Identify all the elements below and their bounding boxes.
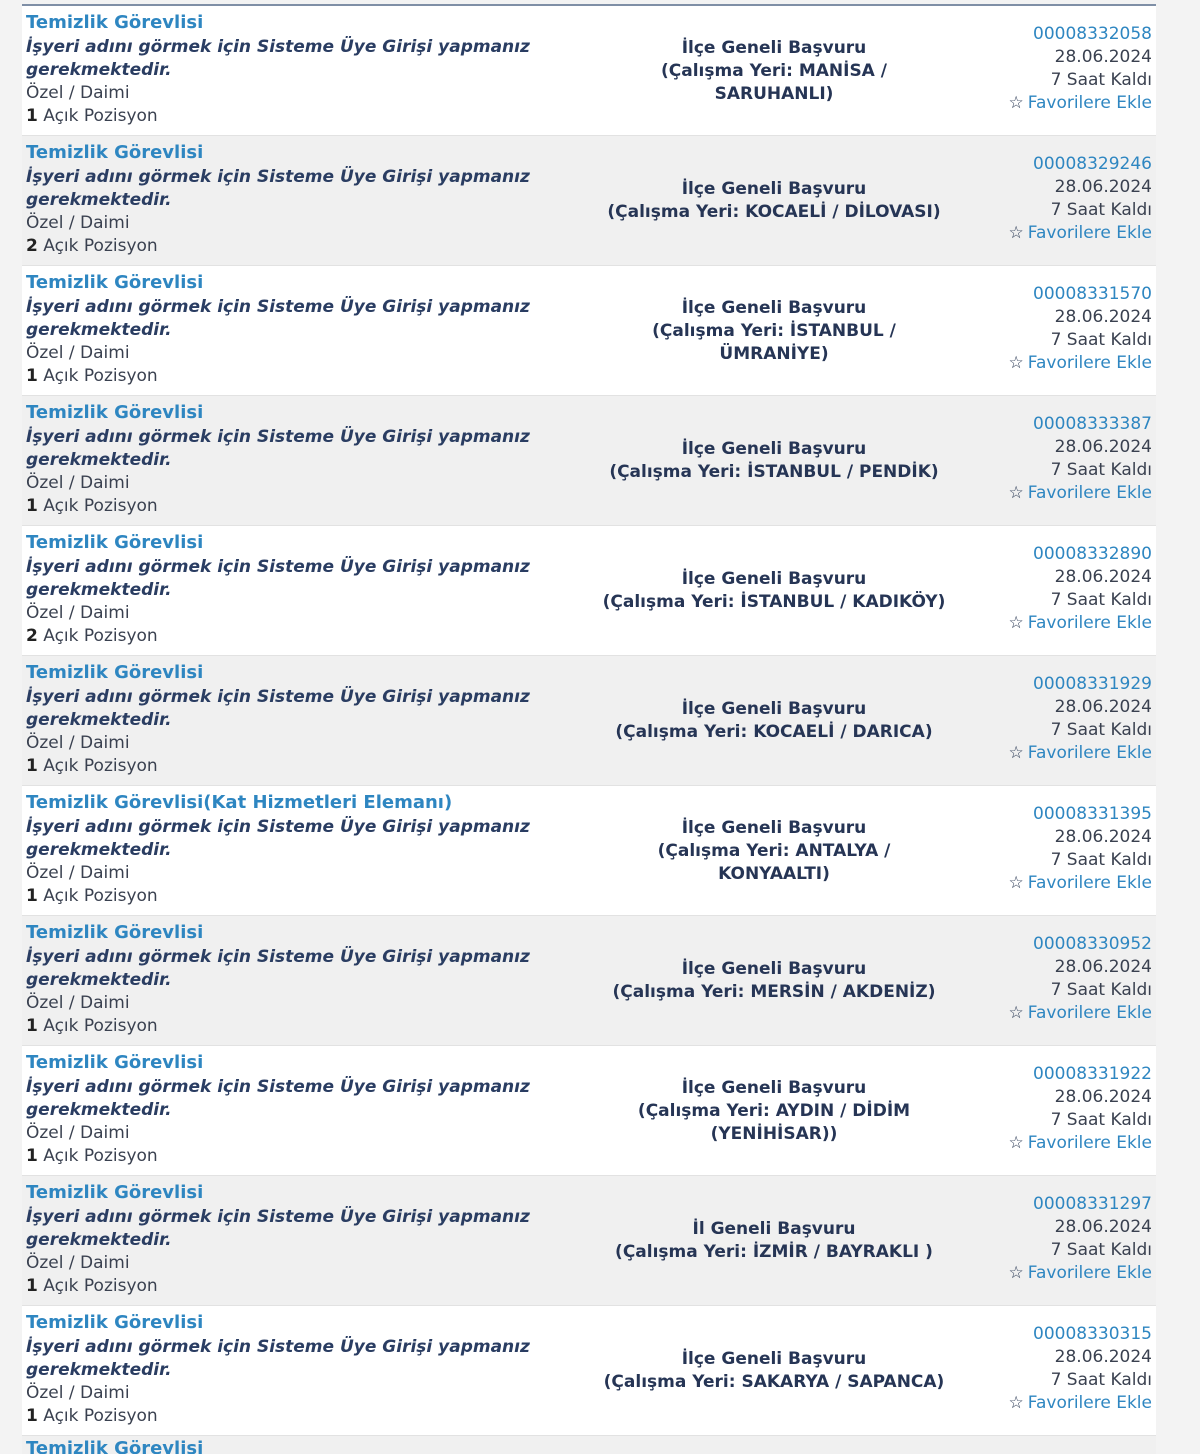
favorites-label: Favorilere Ekle <box>1027 483 1152 503</box>
employment-type: Özel / Daimi <box>26 213 130 233</box>
positions-label: Açık Pozisyon <box>43 106 158 126</box>
favorites-label: Favorilere Ekle <box>1027 1003 1152 1023</box>
application-scope: İlçe Geneli Başvuru <box>681 569 867 589</box>
listing-date: 28.06.2024 <box>1054 1347 1152 1367</box>
login-required-notice: İşyeri adını görmek için Sisteme Üye Girişi yapmanız gerekmektedir. <box>26 297 530 340</box>
employment-type: Özel / Daimi <box>26 1383 130 1403</box>
star-icon: ☆ <box>1008 1133 1024 1153</box>
open-positions <box>26 755 586 778</box>
listing-info <box>26 662 586 778</box>
positions-label: Açık Pozisyon <box>43 1276 158 1296</box>
listing-info <box>26 532 586 648</box>
listing-date: 28.06.2024 <box>1054 1087 1152 1107</box>
listing-row <box>22 1046 1156 1176</box>
favorites-label: Favorilere Ekle <box>1027 353 1152 373</box>
listing-number-link[interactable]: 00008330952 <box>1033 934 1152 954</box>
listing-row <box>22 526 1156 656</box>
favorites-label: Favorilere Ekle <box>1027 1263 1152 1283</box>
listing-number-link[interactable]: 00008331922 <box>1033 1064 1152 1084</box>
employment-type: Özel / Daimi <box>26 343 130 363</box>
listing-row-partial <box>22 1436 1156 1454</box>
time-remaining: 7 Saat Kaldı <box>1050 70 1152 90</box>
work-location-detail: (Çalışma Yeri: MANİSA / SARUHANLI) <box>661 60 887 104</box>
listing-meta <box>1009 543 1153 635</box>
time-remaining: 7 Saat Kaldı <box>1050 720 1152 740</box>
add-to-favorites-button[interactable] <box>1009 612 1153 635</box>
work-location <box>602 1306 946 1436</box>
positions-label: Açık Pozisyon <box>43 1406 158 1426</box>
login-required-notice: İşyeri adını görmek için Sisteme Üye Girişi yapmanız gerekmektedir. <box>26 37 530 80</box>
work-location-detail: (Çalışma Yeri: ANTALYA / KONYAALTI) <box>657 840 891 884</box>
application-scope: İlçe Geneli Başvuru <box>681 959 867 979</box>
time-remaining: 7 Saat Kaldı <box>1050 590 1152 610</box>
job-listing-table <box>22 6 1156 1454</box>
positions-count: 1 <box>26 1016 38 1036</box>
favorites-label: Favorilere Ekle <box>1027 93 1152 113</box>
open-positions <box>26 885 586 908</box>
application-scope: İlçe Geneli Başvuru <box>681 1349 867 1369</box>
job-title-link[interactable]: Temizlik Görevlisi <box>26 402 204 423</box>
favorites-label: Favorilere Ekle <box>1027 873 1152 893</box>
star-icon: ☆ <box>1008 1003 1024 1023</box>
listing-number-link[interactable]: 00008332058 <box>1033 24 1152 44</box>
positions-label: Açık Pozisyon <box>43 496 158 516</box>
open-positions <box>26 1145 586 1168</box>
listing-number-link[interactable]: 00008329246 <box>1033 154 1152 174</box>
login-required-notice: İşyeri adını görmek için Sisteme Üye Girişi yapmanız gerekmektedir. <box>26 1077 530 1120</box>
open-positions <box>26 1015 586 1038</box>
listing-meta <box>1009 933 1153 1025</box>
login-required-notice: İşyeri adını görmek için Sisteme Üye Girişi yapmanız gerekmektedir. <box>26 687 530 730</box>
employment-type: Özel / Daimi <box>26 863 130 883</box>
positions-count: 1 <box>26 1406 38 1426</box>
listing-row <box>22 656 1156 786</box>
work-location <box>602 526 946 656</box>
listing-row <box>22 6 1156 136</box>
listing-date: 28.06.2024 <box>1054 1217 1152 1237</box>
positions-count: 2 <box>26 626 38 646</box>
work-location <box>602 916 946 1046</box>
listing-row <box>22 916 1156 1046</box>
application-scope: İlçe Geneli Başvuru <box>681 699 867 719</box>
login-required-notice: İşyeri adını görmek için Sisteme Üye Girişi yapmanız gerekmektedir. <box>26 817 530 860</box>
add-to-favorites-button[interactable] <box>1009 1132 1153 1155</box>
open-positions <box>26 235 586 258</box>
favorites-label: Favorilere Ekle <box>1027 743 1152 763</box>
star-icon: ☆ <box>1008 223 1024 243</box>
employment-type: Özel / Daimi <box>26 1123 130 1143</box>
listing-row <box>22 396 1156 526</box>
listing-date: 28.06.2024 <box>1054 957 1152 977</box>
listing-date: 28.06.2024 <box>1054 177 1152 197</box>
job-title-link[interactable]: Temizlik Görevlisi <box>26 12 204 33</box>
application-scope: İlçe Geneli Başvuru <box>681 439 867 459</box>
work-location <box>602 136 946 266</box>
add-to-favorites-button[interactable] <box>1009 222 1153 245</box>
star-icon: ☆ <box>1008 743 1024 763</box>
listing-row <box>22 786 1156 916</box>
positions-label: Açık Pozisyon <box>43 366 158 386</box>
listing-meta <box>1009 803 1153 895</box>
positions-label: Açık Pozisyon <box>43 756 158 776</box>
listing-number-link[interactable]: 00008331570 <box>1033 284 1152 304</box>
login-required-notice: İşyeri adını görmek için Sisteme Üye Girişi yapmanız gerekmektedir. <box>26 557 530 600</box>
add-to-favorites-button[interactable] <box>1009 1262 1153 1285</box>
work-location-detail: (Çalışma Yeri: KOCAELİ / DARICA) <box>615 722 933 742</box>
job-title-link[interactable]: Temizlik Görevlisi <box>26 1312 204 1333</box>
time-remaining: 7 Saat Kaldı <box>1050 200 1152 220</box>
work-location <box>602 656 946 786</box>
work-location-detail: (Çalışma Yeri: MERSİN / AKDENİZ) <box>612 982 936 1002</box>
work-location-detail: (Çalışma Yeri: İZMİR / BAYRAKLI ) <box>615 1242 933 1262</box>
listing-row <box>22 1176 1156 1306</box>
positions-label: Açık Pozisyon <box>43 1016 158 1036</box>
star-icon: ☆ <box>1008 1263 1024 1283</box>
listing-number-link[interactable]: 00008330315 <box>1033 1324 1152 1344</box>
open-positions <box>26 105 586 128</box>
add-to-favorites-button[interactable] <box>1009 1392 1153 1415</box>
application-scope: İlçe Geneli Başvuru <box>681 37 867 58</box>
time-remaining: 7 Saat Kaldı <box>1050 460 1152 480</box>
listing-info <box>26 922 586 1038</box>
listing-meta <box>1009 413 1153 505</box>
positions-count: 1 <box>26 886 38 906</box>
star-icon: ☆ <box>1008 1393 1024 1413</box>
employment-type: Özel / Daimi <box>26 1253 130 1273</box>
positions-count: 1 <box>26 496 38 516</box>
star-icon: ☆ <box>1008 873 1024 893</box>
login-required-notice: İşyeri adını görmek için Sisteme Üye Girişi yapmanız gerekmektedir. <box>26 1337 530 1380</box>
listing-info <box>26 792 586 908</box>
employment-type: Özel / Daimi <box>26 733 130 753</box>
positions-label: Açık Pozisyon <box>43 236 158 256</box>
positions-label: Açık Pozisyon <box>43 1146 158 1166</box>
work-location-detail: (Çalışma Yeri: İSTANBUL / PENDİK) <box>609 462 939 482</box>
add-to-favorites-button[interactable] <box>1009 482 1153 505</box>
time-remaining: 7 Saat Kaldı <box>1050 980 1152 1000</box>
favorites-label: Favorilere Ekle <box>1027 1393 1152 1413</box>
listing-meta <box>1009 153 1153 245</box>
favorites-label: Favorilere Ekle <box>1027 1133 1152 1153</box>
open-positions <box>26 365 586 388</box>
time-remaining: 7 Saat Kaldı <box>1050 1240 1152 1260</box>
work-location-detail: (Çalışma Yeri: İSTANBUL / ÜMRANİYE) <box>652 320 896 364</box>
job-title-link[interactable]: Temizlik Görevlisi <box>26 662 204 683</box>
work-location-detail: (Çalışma Yeri: AYDIN / DİDİM (YENİHİSAR)) <box>637 1100 911 1144</box>
add-to-favorites-button[interactable] <box>1009 92 1153 115</box>
work-location <box>602 1046 946 1176</box>
login-required-notice: İşyeri adını görmek için Sisteme Üye Girişi yapmanız gerekmektedir. <box>26 427 530 470</box>
application-scope: İlçe Geneli Başvuru <box>681 817 867 838</box>
listing-number-link[interactable]: 00008331395 <box>1033 804 1152 824</box>
employment-type: Özel / Daimi <box>26 83 130 103</box>
work-location <box>602 1176 946 1306</box>
work-location-detail: (Çalışma Yeri: İSTANBUL / KADIKÖY) <box>602 592 946 612</box>
work-location <box>602 396 946 526</box>
listing-number-link[interactable]: 00008331929 <box>1033 674 1152 694</box>
positions-count: 1 <box>26 1276 38 1296</box>
open-positions <box>26 1405 586 1428</box>
positions-count: 1 <box>26 106 38 126</box>
login-required-notice: İşyeri adını görmek için Sisteme Üye Girişi yapmanız gerekmektedir. <box>26 1207 530 1250</box>
favorites-label: Favorilere Ekle <box>1027 613 1152 633</box>
listing-number-link[interactable]: 00008332890 <box>1033 544 1152 564</box>
work-location <box>602 266 946 396</box>
listing-meta <box>1009 1193 1153 1285</box>
listing-row <box>22 266 1156 396</box>
listing-meta <box>1009 1323 1153 1415</box>
star-icon: ☆ <box>1008 483 1024 503</box>
listing-meta <box>1009 673 1153 765</box>
listing-date: 28.06.2024 <box>1054 47 1152 67</box>
job-title-link[interactable]: Temizlik Görevlisi(Kat Hizmetleri Elemanı) <box>26 792 453 813</box>
positions-count: 1 <box>26 366 38 386</box>
listing-date: 28.06.2024 <box>1054 697 1152 717</box>
time-remaining: 7 Saat Kaldı <box>1050 1110 1152 1130</box>
listing-date: 28.06.2024 <box>1054 567 1152 587</box>
listing-row <box>22 1306 1156 1436</box>
open-positions <box>26 495 586 518</box>
application-scope: İlçe Geneli Başvuru <box>681 179 867 199</box>
job-title-link[interactable]: Temizlik Görevlisi <box>26 1182 204 1203</box>
positions-count: 2 <box>26 236 38 256</box>
star-icon: ☆ <box>1008 93 1024 113</box>
listing-date: 28.06.2024 <box>1054 827 1152 847</box>
listing-number-link[interactable]: 00008333387 <box>1033 414 1152 434</box>
listing-info <box>26 1182 586 1298</box>
application-scope: İl Geneli Başvuru <box>692 1219 856 1239</box>
job-title-link[interactable]: Temizlik Görevlisi <box>26 1438 204 1454</box>
star-icon: ☆ <box>1008 613 1024 633</box>
positions-label: Açık Pozisyon <box>43 626 158 646</box>
time-remaining: 7 Saat Kaldı <box>1050 330 1152 350</box>
add-to-favorites-button[interactable] <box>1009 1002 1153 1025</box>
job-title-link[interactable]: Temizlik Görevlisi <box>26 272 204 293</box>
time-remaining: 7 Saat Kaldı <box>1050 1370 1152 1390</box>
listing-number-link[interactable]: 00008331297 <box>1033 1194 1152 1214</box>
employment-type: Özel / Daimi <box>26 603 130 623</box>
listing-date: 28.06.2024 <box>1054 437 1152 457</box>
employment-type: Özel / Daimi <box>26 993 130 1013</box>
add-to-favorites-button[interactable] <box>1009 352 1153 375</box>
open-positions <box>26 1275 586 1298</box>
employment-type: Özel / Daimi <box>26 473 130 493</box>
add-to-favorites-button[interactable] <box>1009 872 1153 895</box>
job-title-link[interactable]: Temizlik Görevlisi <box>26 142 204 163</box>
listing-info <box>26 272 586 388</box>
listing-info <box>26 402 586 518</box>
time-remaining: 7 Saat Kaldı <box>1050 850 1152 870</box>
job-title-link[interactable]: Temizlik Görevlisi <box>26 1052 204 1073</box>
positions-label: Açık Pozisyon <box>43 886 158 906</box>
listing-info <box>26 1312 586 1428</box>
listing-date: 28.06.2024 <box>1054 307 1152 327</box>
favorites-label: Favorilere Ekle <box>1027 223 1152 243</box>
application-scope: İlçe Geneli Başvuru <box>681 297 867 318</box>
job-title-link[interactable]: Temizlik Görevlisi <box>26 922 204 943</box>
work-location-detail: (Çalışma Yeri: SAKARYA / SAPANCA) <box>603 1372 945 1392</box>
listing-meta <box>1009 283 1153 375</box>
positions-count: 1 <box>26 1146 38 1166</box>
work-location <box>602 6 946 136</box>
login-required-notice: İşyeri adını görmek için Sisteme Üye Girişi yapmanız gerekmektedir. <box>26 167 530 210</box>
listing-meta <box>1009 23 1153 115</box>
listing-row <box>22 136 1156 266</box>
add-to-favorites-button[interactable] <box>1009 742 1153 765</box>
listing-info <box>26 142 586 258</box>
login-required-notice: İşyeri adını görmek için Sisteme Üye Girişi yapmanız gerekmektedir. <box>26 947 530 990</box>
job-title-link[interactable]: Temizlik Görevlisi <box>26 532 204 553</box>
listing-info <box>26 12 586 128</box>
positions-count: 1 <box>26 756 38 776</box>
work-location <box>602 786 946 916</box>
listing-info <box>26 1052 586 1168</box>
star-icon: ☆ <box>1008 353 1024 373</box>
open-positions <box>26 625 586 648</box>
application-scope: İlçe Geneli Başvuru <box>681 1077 867 1098</box>
listing-meta <box>1009 1063 1153 1155</box>
work-location-detail: (Çalışma Yeri: KOCAELİ / DİLOVASI) <box>607 202 941 222</box>
